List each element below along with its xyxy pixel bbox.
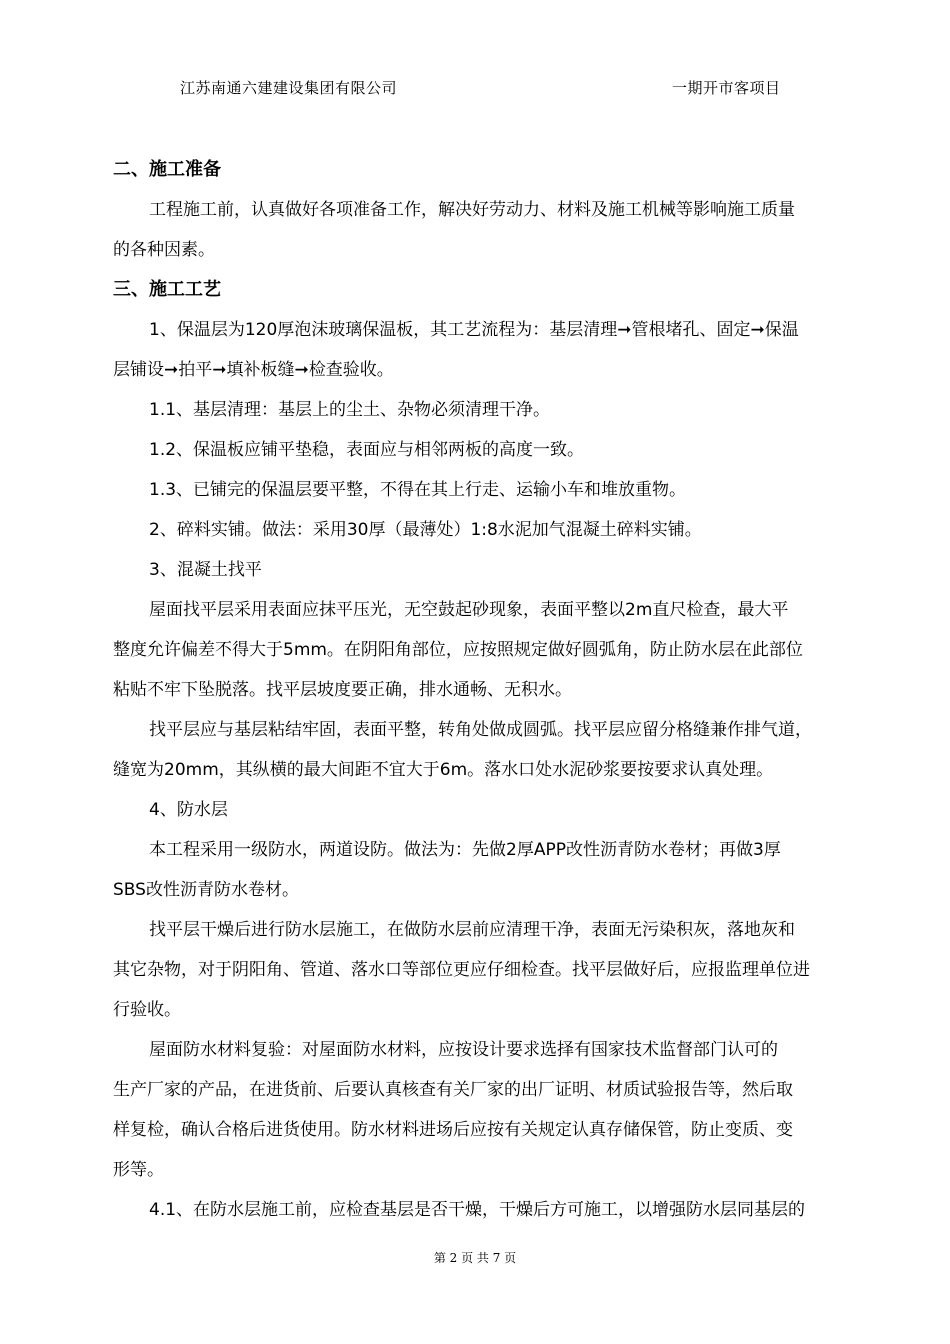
- paragraph-line: 工程施工前，认真做好各项准备工作，解决好劳动力、材料及施工机械等影响施工质量: [149, 200, 795, 220]
- paragraph-line: 找平层应与基层粘结牢固，表面平整，转角处做成圆弧。找平层应留分格缝兼作排气道，: [149, 720, 812, 740]
- paragraph-line: 缝宽为20mm，其纵横的最大间距不宜大于6m。落水口处水泥砂浆要按要求认真处理。: [113, 760, 774, 780]
- paragraph-line: 找平层干燥后进行防水层施工，在做防水层前应清理干净，表面无污染积灰，落地灰和: [149, 920, 795, 940]
- paragraph-line: 层铺设➞拍平➞填补板缝➞检查验收。: [113, 360, 394, 380]
- paragraph-line: 2、碎料实铺。做法：采用30厚（最薄处）1:8水泥加气混凝土碎料实铺。: [149, 520, 702, 540]
- document-body: [113, 150, 863, 1230]
- paragraph-line: 1.2、保温板应铺平垫稳，表面应与相邻两板的高度一致。: [149, 440, 585, 460]
- paragraph-line: 4.1、在防水层施工前，应检查基层是否干燥，干燥后方可施工，以增强防水层同基层的: [149, 1200, 806, 1220]
- paragraph-line: SBS改性沥青防水卷材。: [113, 880, 299, 900]
- paragraph-line: 本工程采用一级防水，两道设防。做法为：先做2厚APP改性沥青防水卷材；再做3厚: [149, 840, 781, 860]
- paragraph-line: 行验收。: [113, 1000, 181, 1020]
- paragraph-line: 屋面防水材料复验：对屋面防水材料，应按设计要求选择有国家技术监督部门认可的: [149, 1040, 778, 1060]
- paragraph-line: 3、混凝土找平: [149, 560, 262, 580]
- paragraph-line: 1、保温层为120厚泡沫玻璃保温板，其工艺流程为：基层清理➞管根堵孔、固定➞保温: [149, 320, 799, 340]
- header-company: 江苏南通六建建设集团有限公司: [180, 79, 398, 97]
- section-heading: 三、施工工艺: [113, 279, 221, 300]
- paragraph-line: 4、防水层: [149, 800, 228, 820]
- paragraph-line: 屋面找平层采用表面应抹平压光，无空鼓起砂现象，表面平整以2m直尺检查，最大平: [149, 600, 789, 620]
- page-footer: 第 2 页 共 7 页: [433, 1251, 517, 1265]
- paragraph-line: 粘贴不牢下坠脱落。找平层坡度要正确，排水通畅、无积水。: [113, 680, 572, 700]
- paragraph-line: 样复检，确认合格后进货使用。防水材料进场后应按有关规定认真存储保管，防止变质、变: [113, 1120, 793, 1140]
- paragraph-line: 整度允许偏差不得大于5mm。在阴阳角部位，应按照规定做好圆弧角，防止防水层在此部位: [113, 640, 803, 660]
- paragraph-line: 形等。: [113, 1160, 164, 1180]
- paragraph-line: 的各种因素。: [113, 240, 215, 260]
- paragraph-line: 其它杂物，对于阴阳角、管道、落水口等部位更应仔细检查。找平层做好后，应报监理单位进: [113, 960, 810, 980]
- header-project: 一期开市客项目: [672, 79, 781, 97]
- section-heading: 二、施工准备: [113, 159, 221, 180]
- paragraph-line: 1.3、已铺完的保温层要平整，不得在其上行走、运输小车和堆放重物。: [149, 480, 687, 500]
- paragraph-line: 生产厂家的产品，在进货前、后要认真核查有关厂家的出厂证明、材质试验报告等，然后取: [113, 1080, 793, 1100]
- paragraph-line: 1.1、基层清理：基层上的尘土、杂物必须清理干净。: [149, 400, 551, 420]
